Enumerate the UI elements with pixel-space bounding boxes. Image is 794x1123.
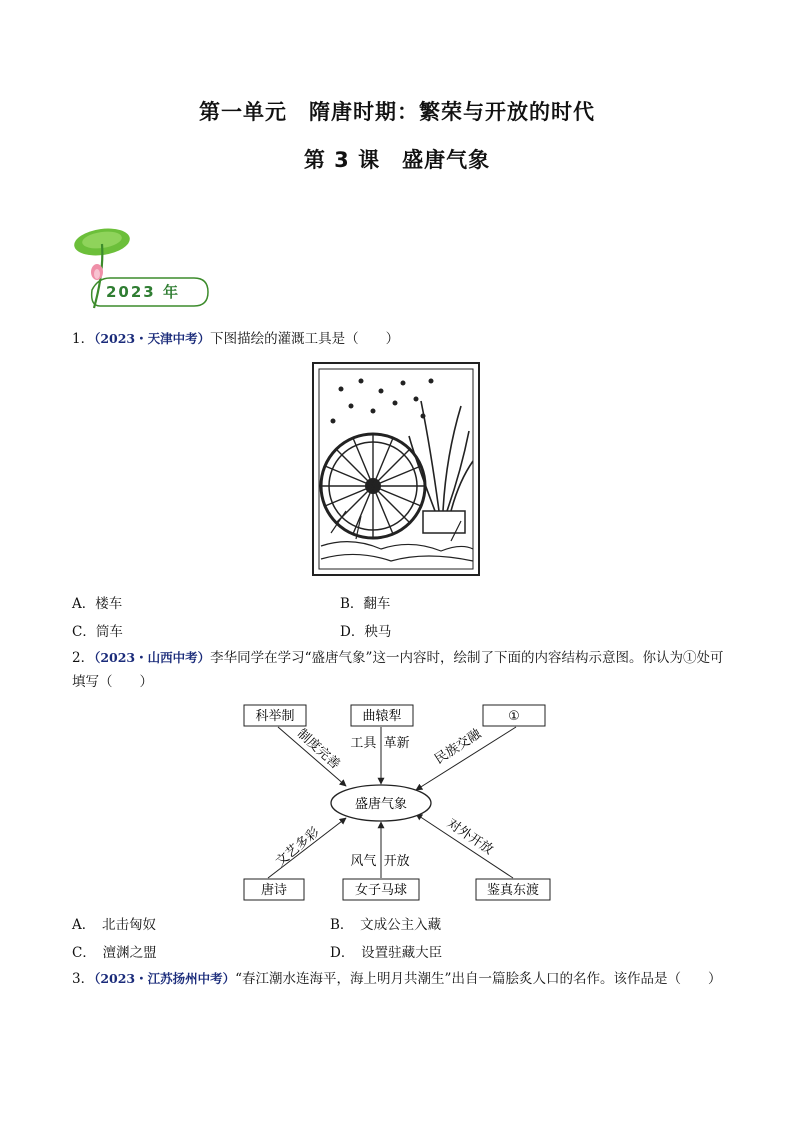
content-structure-diagram [238,700,558,905]
node-top-right: ① [508,708,520,723]
center-label: 盛唐气象 [354,796,408,811]
edge-label-bottom-mid: 风气 开放 [350,853,410,868]
question-stem: 下图描绘的灌溉工具是（ ） [210,331,400,347]
option-a: A．楼车 [72,596,123,612]
option-c: C．筒车 [72,624,123,640]
option-c: C． 澶渊之盟 [72,945,157,961]
option-b: B． 文成公主入藏 [330,917,442,933]
question-stem: “春江潮水连海平，海上明月共潮生”出自一篇脍炙人口的名作。该作品是（ ） [235,971,722,987]
node-top-left: 科举制 [255,708,295,723]
option-d: D． 设置驻藏大臣 [330,945,443,961]
question-number: 2． [72,650,95,666]
node-bottom-right: 鉴真东渡 [486,882,540,897]
node-top-mid: 曲辕犁 [362,708,402,723]
question-1 [72,327,727,351]
edge-label-bottom-right: 对外开放 [444,815,497,858]
edge-label-top-mid: 工具 革新 [350,735,410,750]
edge-label-bottom-left: 文艺多彩 [272,824,322,870]
question-source: （2023・天津中考） [94,331,211,346]
option-b: B．翻车 [340,596,391,612]
option-a: A． 北击匈奴 [72,917,156,933]
node-bottom-left: 唐诗 [260,882,288,897]
option-d: D．秧马 [340,624,392,640]
edge-label-top-left: 制度完善 [294,725,344,772]
question-3 [72,967,727,991]
question-2 [72,646,727,694]
question-number: 1． [72,331,95,347]
node-bottom-mid: 女子马球 [354,882,408,897]
year-badge-label: 2023 年 [106,283,180,301]
question-source: （2023・江苏扬州中考） [94,971,236,986]
question-number: 3． [72,971,95,987]
unit-title: 第一单元 隋唐时期：繁荣与开放的时代 [199,100,595,124]
lesson-title: 第 3 课 盛唐气象 [303,148,491,172]
question-source: （2023・山西中考） [94,650,211,665]
edge-label-top-right: 民族交融 [431,725,484,767]
question-stem: 李华同学在学习“盛唐气象”这一内容时，绘制了下面的内容结构示意图。你认为①处可填写（ ） [72,650,724,690]
water-wheel-image [311,361,481,581]
